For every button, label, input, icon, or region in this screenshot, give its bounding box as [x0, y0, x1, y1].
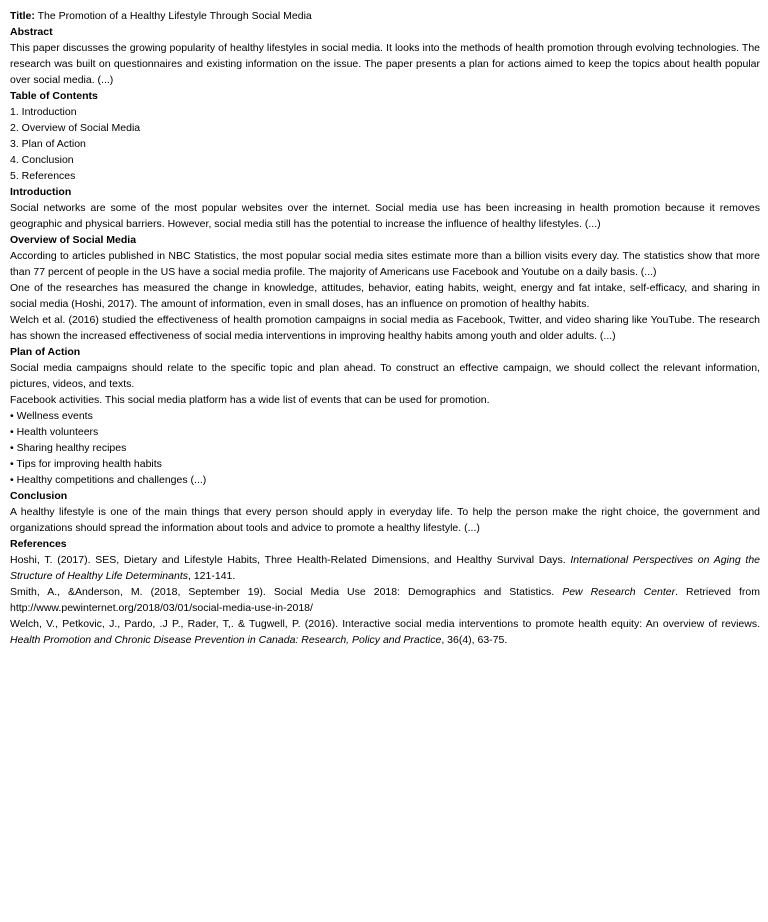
section-heading-overview: Overview of Social Media: [10, 234, 137, 246]
plan-bullet-list: [10, 408, 760, 488]
section-heading-introduction: Introduction: [10, 186, 72, 198]
overview-paragraph: Welch et al. (2016) studied the effectiveness of health promotion campaigns in social media as Facebook, Twitter, and video sharing like YouTube. The research has shown the increased effectiveness of social media interventions in improving healthy habits among youth and older adults. (...): [10, 314, 760, 342]
reference-entry: Hoshi, T. (2017). SES, Dietary and Lifestyle Habits, Three Health-Related Dimensions, and Healthy Survival Days. International Perspectives on Aging the Structure of Healthy Life Determinants, 121-141.: [10, 554, 760, 582]
document-title: Title: The Promotion of a Healthy Lifestyle Through Social Media: [10, 10, 312, 22]
bullet-item: • Health volunteers: [10, 426, 99, 438]
bullet-item: • Sharing healthy recipes: [10, 442, 127, 454]
bullet-item: • Wellness events: [10, 410, 93, 422]
section-heading-plan: Plan of Action: [10, 346, 81, 358]
overview-paragraph: According to articles published in NBC Statistics, the most popular social media sites estimate more than a billion visits every day. The statistics show that more than 77 percent of people in the US have a social media profile. The majority of Americans use Facebook and Youtube on a daily basis. (...): [10, 250, 760, 278]
toc-item: 3. Plan of Action: [10, 138, 86, 150]
section-heading-references: References: [10, 538, 67, 550]
reference-entry: Welch, V., Petkovic, J., Pardo, .J P., Rader, T,. & Tugwell, P. (2016). Interactive social media interventions to promote health equity: An overview of reviews. Health Promotion and Chronic Disease Prevention in Canada: Research, Policy and Practice, 36(4), 63-75.: [10, 618, 760, 646]
section-heading-abstract: Abstract: [10, 26, 53, 38]
bullet-item: • Healthy competitions and challenges (...): [10, 474, 207, 486]
plan-paragraph: Facebook activities. This social media platform has a wide list of events that can be used for promotion.: [10, 394, 490, 406]
toc-item: 5. References: [10, 170, 76, 182]
toc-item: 4. Conclusion: [10, 154, 74, 166]
abstract-paragraph: This paper discusses the growing popularity of healthy lifestyles in social media. It looks into the methods of health promotion through evolving technologies. The research was built on questionnaires and existing information on the issue. The paper presents a plan for actions aimed to keep the topics about health popular over social media. (...): [10, 42, 760, 86]
section-heading-conclusion: Conclusion: [10, 490, 68, 502]
conclusion-paragraph: A healthy lifestyle is one of the main things that every person should apply in everyday life. To help the person make the right choice, the government and organizations should spread the information about tools and advice to promote a healthy lifestyle. (...): [10, 506, 760, 534]
toc-item: 1. Introduction: [10, 106, 77, 118]
overview-paragraph: One of the researches has measured the change in knowledge, attitudes, behavior, eating habits, weight, energy and fat intake, self-efficacy, and sharing in social media (Hoshi, 2017). The amount of information, even in small doses, has an influence on promotion of healthy habits.: [10, 282, 760, 310]
toc-item: 2. Overview of Social Media: [10, 122, 141, 134]
toc-heading: Table of Contents: [10, 90, 98, 102]
table-of-contents: [10, 88, 760, 184]
plan-paragraph: Social media campaigns should relate to the specific topic and plan ahead. To construct an effective campaign, we should collect the relevant information, pictures, videos, and texts.: [10, 362, 760, 390]
introduction-paragraph: Social networks are some of the most popular websites over the internet. Social media use has been increasing in health promotion because it removes geographic and physical barriers. However, social media still has the potential to increase the influence of healthy lifestyles. (...): [10, 202, 760, 230]
reference-entry: Smith, A., &Anderson, M. (2018, September 19). Social Media Use 2018: Demographics and Statistics. Pew Research Center. Retrieved from http://www.pewinternet.org/2018/03/01/social-media-use-in-2018/: [10, 586, 761, 614]
bullet-item: • Tips for improving health habits: [10, 458, 162, 470]
